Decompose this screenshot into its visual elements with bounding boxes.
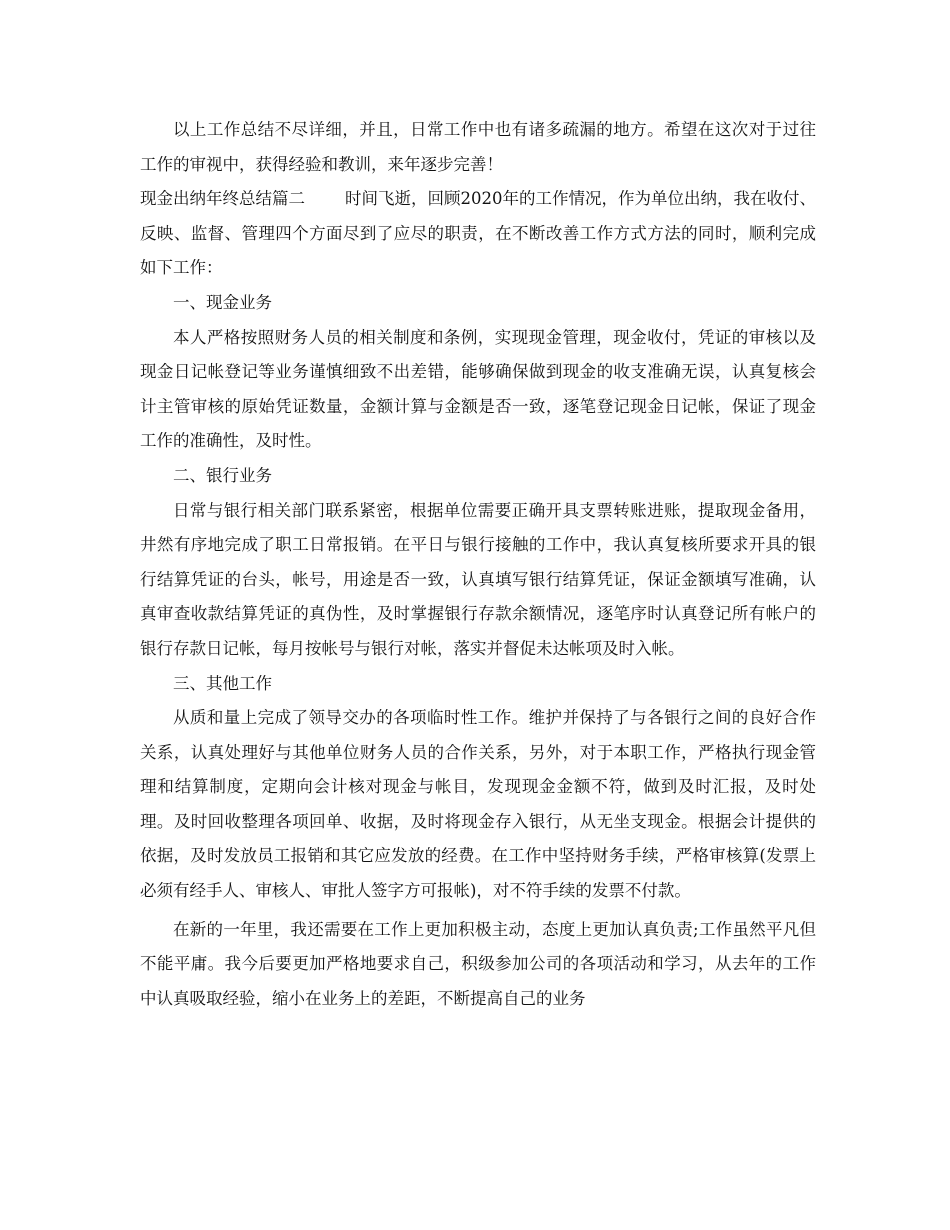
paragraph-bank-business: 日常与银行相关部门联系紧密，根据单位需要正确开具支票转账进账，提取现金备用，井然有序地完成了职工日常报销。在平日与银行接触的工作中，我认真复核所要求开具的银行结算凭证的台头，帐号，用途是否一致，认真填写银行结算凭证，保证金额填写准确，认真审查收款结算凭证的真伪性，及时掌握银行存款余额情况，逐笔序时认真登记所有帐户的银行存款日记帐，每月按帐号与银行对帐，落实并督促未达帐项及时入帐。 (140, 500, 816, 658)
heading-bank-business: 二、银行业务 (173, 465, 272, 485)
paragraph-cash-business: 本人严格按照财务人员的相关制度和条例，实现现金管理，现金收付，凭证的审核以及现金日记帐登记等业务谨慎细致不出差错，能够确保做到现金的收支准确无误，认真复核会计主管审核的原始凭证数量，金额计算与金额是否一致，逐笔登记现金日记帐，保证了现金工作的准确性，及时性。 (140, 327, 816, 451)
paragraph-closing-summary: 以上工作总结不尽详细，并且，日常工作中也有诸多疏漏的地方。希望在这次对于过往工作的审视中，获得经验和教训，来年逐步完善！ (140, 120, 816, 174)
heading-cash-business: 一、现金业务 (173, 292, 272, 312)
paragraph-section-two-intro (140, 182, 816, 286)
document-body (140, 113, 816, 1016)
paragraph-other-work: 从质和量上完成了领导交办的各项临时性工作。维护并保持了与各银行之间的良好合作关系，认真处理好与其他单位财务人员的合作关系，另外，对于本职工作，严格执行现金管理和结算制度，定期向会计核对现金与帐目，发现现金金额不符，做到及时汇报，及时处理。及时回收整理各项回单、收据，及时将现金存入银行，从无坐支现金。根据会计提供的依据，及时发放员工报销和其它应发放的经费。在工作中坚持财务手续，严格审核算(发票上必须有经手人、审核人、审批人签字方可报帐)，对不符手续的发票不付款。 (140, 708, 816, 901)
section-intro-text: 时间飞逝，回顾2020年的工作情况，作为单位出纳，我在收付、反映、监督、管理四个方面尽到了应尽的职责，在不断改善工作方式方法的同时，顺利完成如下工作： (140, 189, 816, 278)
paragraph-new-year-plan: 在新的一年里，我还需要在工作上更加积极主动，态度上更加认真负责;工作虽然平凡但不能平庸。我今后要更加严格地要求自己，积级参加公司的各项活动和学习，从去年的工作中认真吸取经验，缩小在业务上的差距，不断提高自己的业务 (140, 919, 816, 1008)
section-title: 现金出纳年终总结篇二 (140, 189, 305, 209)
heading-other-work: 三、其他工作 (173, 673, 272, 693)
